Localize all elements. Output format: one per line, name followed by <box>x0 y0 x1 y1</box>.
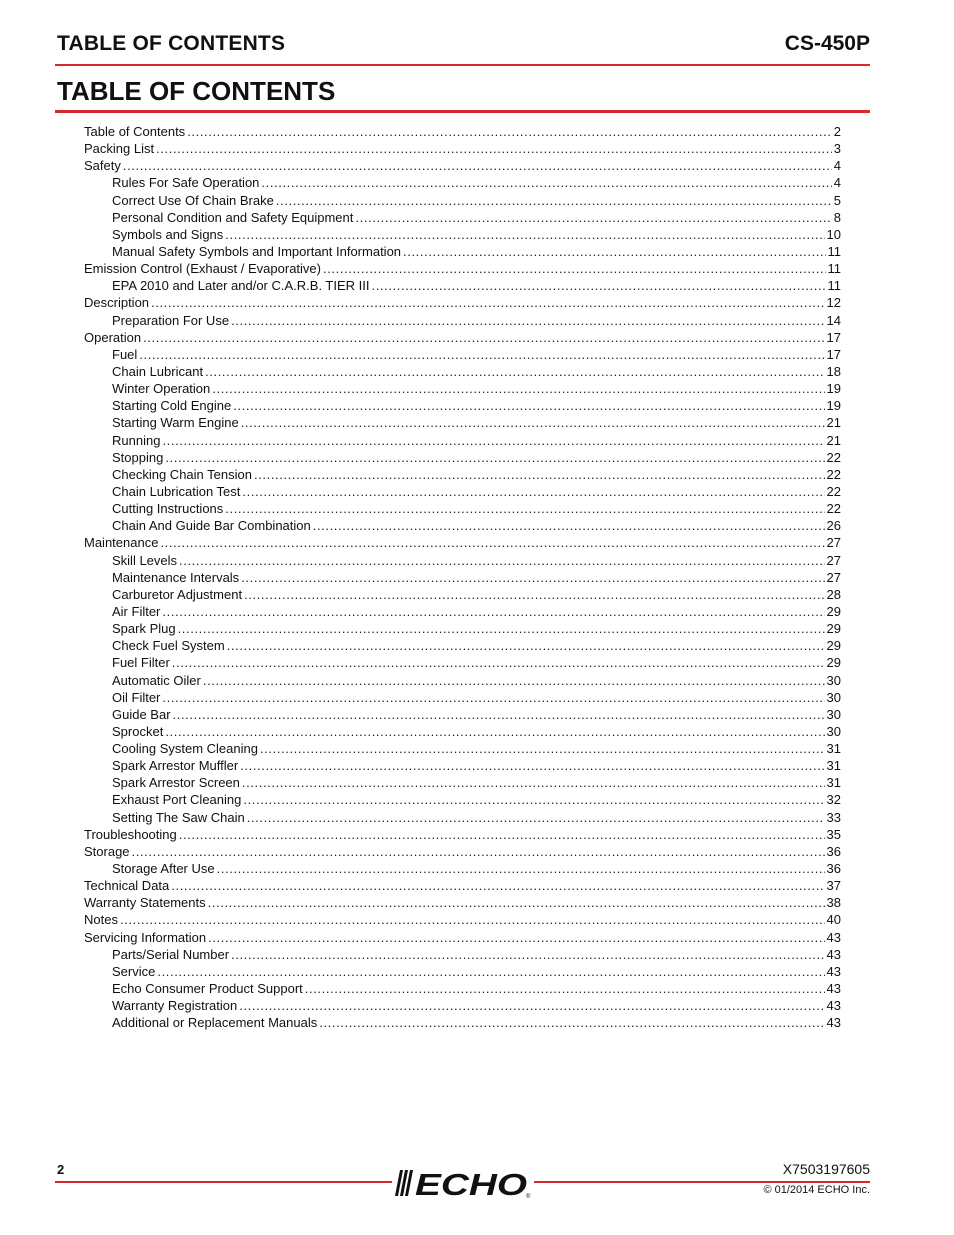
toc-entry[interactable] <box>84 466 841 483</box>
toc-entry[interactable] <box>84 689 841 706</box>
toc-entry-page: 14 <box>826 312 841 328</box>
toc-entry-page: 30 <box>826 689 841 705</box>
dot-leader <box>231 946 824 963</box>
toc-entry[interactable] <box>84 483 841 500</box>
toc-entry-title: EPA 2010 and Later and/or C.A.R.B. TIER III <box>112 278 370 294</box>
toc-entry[interactable] <box>84 637 841 654</box>
toc-entry[interactable] <box>84 414 841 431</box>
toc-entry[interactable] <box>84 1014 841 1031</box>
dot-leader <box>231 312 824 329</box>
toc-entry-title: Cutting Instructions <box>112 501 224 517</box>
dot-leader <box>162 432 824 449</box>
title-divider <box>55 110 870 113</box>
toc-entry-page: 38 <box>826 895 841 911</box>
toc-entry-page: 43 <box>826 1015 841 1031</box>
toc-entry-title: Safety <box>84 158 121 174</box>
toc-entry[interactable] <box>84 672 841 689</box>
toc-entry-title: Fuel Filter <box>112 655 170 671</box>
dot-leader <box>173 706 825 723</box>
toc-entry[interactable] <box>84 569 841 586</box>
toc-entry-page: 11 <box>827 243 841 259</box>
dot-leader <box>179 552 825 569</box>
toc-entry-title: Check Fuel System <box>112 638 225 654</box>
toc-entry[interactable] <box>84 534 841 551</box>
dot-leader <box>172 654 825 671</box>
toc-entry[interactable] <box>84 243 841 260</box>
toc-entry[interactable] <box>84 329 841 346</box>
dot-leader <box>212 380 824 397</box>
dot-leader <box>156 140 832 157</box>
dot-leader <box>157 963 824 980</box>
toc-entry-title: Setting The Saw Chain <box>112 809 245 825</box>
toc-entry[interactable] <box>84 449 841 466</box>
toc-entry-title: Emission Control (Exhaust / Evaporative) <box>84 261 321 277</box>
toc-entry[interactable] <box>84 654 841 671</box>
toc-entry[interactable] <box>84 432 841 449</box>
toc-entry-page: 26 <box>826 518 841 534</box>
dot-leader <box>162 689 824 706</box>
toc-entry[interactable] <box>84 791 841 808</box>
toc-entry-title: Technical Data <box>84 878 170 894</box>
dot-leader <box>160 534 824 551</box>
toc-entry-page: 35 <box>826 826 841 842</box>
toc-entry[interactable] <box>84 260 841 277</box>
toc-entry-title: Chain And Guide Bar Combination <box>112 518 311 534</box>
toc-entry-title: Description <box>84 295 150 311</box>
dot-leader <box>254 466 825 483</box>
toc-entry-title: Personal Condition and Safety Equipment <box>112 209 354 225</box>
toc-entry-title: Symbols and Signs <box>112 226 224 242</box>
dot-leader <box>187 123 832 140</box>
dot-leader <box>242 774 825 791</box>
toc-entry-page: 12 <box>826 295 841 311</box>
toc-entry-page: 18 <box>826 363 841 379</box>
toc-entry-title: Spark Arrestor Muffler <box>112 758 239 774</box>
toc-entry-page: 27 <box>826 535 841 551</box>
dot-leader <box>162 603 824 620</box>
dot-leader <box>132 843 825 860</box>
toc-entry[interactable] <box>84 586 841 603</box>
toc-entry-title: Service <box>112 963 156 979</box>
toc-entry-page: 31 <box>826 741 841 757</box>
toc-entry-page: 30 <box>826 706 841 722</box>
toc-entry[interactable] <box>84 123 841 140</box>
dot-leader <box>139 346 824 363</box>
dot-leader <box>313 517 825 534</box>
toc-entry-page: 10 <box>826 226 841 242</box>
toc-entry-title: Storage <box>84 843 130 859</box>
dot-leader <box>225 226 824 243</box>
toc-entry-page: 43 <box>826 946 841 962</box>
toc-entry-title: Carburetor Adjustment <box>112 586 243 602</box>
toc-entry[interactable] <box>84 980 841 997</box>
dot-leader <box>305 980 825 997</box>
copyright-notice: © 01/2014 ECHO Inc. <box>763 1184 870 1196</box>
toc-entry-page: 43 <box>826 981 841 997</box>
toc-entry-title: Sprocket <box>112 723 164 739</box>
dot-leader <box>261 174 831 191</box>
toc-entry-page: 4 <box>833 175 841 191</box>
page-title: TABLE OF CONTENTS <box>57 76 336 106</box>
toc-entry-page: 31 <box>826 775 841 791</box>
toc-entry-page: 29 <box>826 621 841 637</box>
document-number: X7503197605 <box>782 1161 870 1177</box>
dot-leader <box>239 997 824 1014</box>
toc-entry-page: 3 <box>833 141 841 157</box>
toc-entry[interactable] <box>84 277 841 294</box>
toc-entry-page: 11 <box>827 278 841 294</box>
toc-entry-page: 29 <box>826 638 841 654</box>
dot-leader <box>403 243 825 260</box>
toc-entry[interactable] <box>84 843 841 860</box>
header-left-title: TABLE OF CONTENTS <box>57 32 286 55</box>
toc-entry-title: Oil Filter <box>112 689 161 705</box>
dot-leader <box>355 209 831 226</box>
dot-leader <box>260 740 825 757</box>
toc-entry[interactable] <box>84 877 841 894</box>
toc-entry-page: 21 <box>826 415 841 431</box>
toc-entry-title: Echo Consumer Product Support <box>112 981 303 997</box>
toc-entry[interactable] <box>84 894 841 911</box>
toc-entry-title: Chain Lubrication Test <box>112 483 241 499</box>
toc-entry-title: Starting Cold Engine <box>112 398 232 414</box>
toc-list <box>84 123 841 1031</box>
toc-entry[interactable] <box>84 809 841 826</box>
toc-entry-title: Exhaust Port Cleaning <box>112 792 242 808</box>
toc-entry-title: Stopping <box>112 449 164 465</box>
toc-entry[interactable] <box>84 603 841 620</box>
toc-entry-title: Storage After Use <box>112 861 215 877</box>
toc-entry[interactable] <box>84 860 841 877</box>
toc-entry[interactable] <box>84 500 841 517</box>
dot-leader <box>242 483 824 500</box>
toc-entry-page: 21 <box>826 432 841 448</box>
toc-entry-title: Correct Use Of Chain Brake <box>112 192 274 208</box>
dot-leader <box>179 826 825 843</box>
toc-entry[interactable] <box>84 226 841 243</box>
toc-entry-page: 37 <box>826 878 841 894</box>
toc-entry-page: 32 <box>826 792 841 808</box>
toc-entry-page: 17 <box>826 329 841 345</box>
dot-leader <box>203 672 825 689</box>
toc-entry-title: Notes <box>84 912 118 928</box>
toc-entry-page: 40 <box>826 912 841 928</box>
toc-entry-page: 33 <box>826 809 841 825</box>
toc-entry-page: 43 <box>826 929 841 945</box>
toc-entry-title: Preparation For Use <box>112 312 230 328</box>
header-model-number: CS-450P <box>784 32 870 55</box>
toc-entry-title: Servicing Information <box>84 929 207 945</box>
toc-entry-title: Maintenance <box>84 535 159 551</box>
toc-entry-page: 36 <box>826 861 841 877</box>
toc-entry[interactable] <box>84 312 841 329</box>
dot-leader <box>165 723 824 740</box>
toc-entry[interactable] <box>84 997 841 1014</box>
toc-entry-title: Packing List <box>84 141 155 157</box>
toc-entry[interactable] <box>84 963 841 980</box>
toc-entry-title: Starting Warm Engine <box>112 415 239 431</box>
toc-entry-title: Cooling System Cleaning <box>112 741 258 757</box>
toc-entry[interactable] <box>84 380 841 397</box>
dot-leader <box>244 586 824 603</box>
toc-entry[interactable] <box>84 774 841 791</box>
toc-entry[interactable] <box>84 363 841 380</box>
toc-entry-title: Table of Contents <box>84 124 186 139</box>
toc-entry-title: Running <box>112 432 161 448</box>
toc-entry-page: 27 <box>826 552 841 568</box>
toc-entry[interactable] <box>84 552 841 569</box>
toc-entry[interactable] <box>84 209 841 226</box>
footer-divider-right <box>534 1181 870 1183</box>
toc-entry-title: Automatic Oiler <box>112 672 201 688</box>
toc-entry[interactable] <box>84 294 841 311</box>
toc-entry-title: Spark Arrestor Screen <box>112 775 240 791</box>
toc-entry[interactable] <box>84 140 841 157</box>
dot-leader <box>241 569 824 586</box>
toc-entry-page: 22 <box>826 501 841 517</box>
toc-entry-title: Spark Plug <box>112 621 176 637</box>
dot-leader <box>171 877 824 894</box>
dot-leader <box>241 414 825 431</box>
toc-entry-page: 19 <box>826 398 841 414</box>
toc-entry-page: 22 <box>826 449 841 465</box>
toc-entry-title: Winter Operation <box>112 381 211 397</box>
toc-entry-page: 2 <box>833 124 841 139</box>
toc-entry[interactable] <box>84 911 841 928</box>
toc-entry-title: Guide Bar <box>112 706 171 722</box>
toc-entry-title: Checking Chain Tension <box>112 466 252 482</box>
toc-entry-page: 17 <box>826 346 841 362</box>
toc-entry-title: Chain Lubricant <box>112 363 204 379</box>
toc-entry-title: Additional or Replacement Manuals <box>112 1015 318 1031</box>
toc-entry-title: Skill Levels <box>112 552 178 568</box>
toc-entry[interactable] <box>84 826 841 843</box>
dot-leader <box>120 911 825 928</box>
toc-entry-title: Rules For Safe Operation <box>112 175 260 191</box>
dot-leader <box>233 397 824 414</box>
toc-entry-page: 11 <box>827 261 841 277</box>
dot-leader <box>247 809 825 826</box>
toc-entry[interactable] <box>84 706 841 723</box>
toc-entry-page: 29 <box>826 655 841 671</box>
toc-entry-title: Warranty Statements <box>84 895 206 911</box>
toc-entry-title: Operation <box>84 329 142 345</box>
dot-leader <box>208 894 825 911</box>
toc-entry-title: Warranty Registration <box>112 998 238 1014</box>
toc-entry[interactable] <box>84 740 841 757</box>
toc-entry-page: 31 <box>826 758 841 774</box>
header-divider <box>55 64 870 66</box>
footer-divider-left <box>55 1181 392 1183</box>
toc-entry-page: 43 <box>826 963 841 979</box>
echo-logo <box>394 1166 534 1200</box>
dot-leader <box>178 620 825 637</box>
toc-entry[interactable] <box>84 929 841 946</box>
toc-entry-page: 29 <box>826 603 841 619</box>
dot-leader <box>372 277 826 294</box>
toc-entry-title: Fuel <box>112 346 138 362</box>
toc-entry-page: 43 <box>826 998 841 1014</box>
dot-leader <box>123 157 832 174</box>
dot-leader <box>205 363 824 380</box>
toc-entry[interactable] <box>84 620 841 637</box>
toc-entry-page: 27 <box>826 569 841 585</box>
dot-leader <box>323 260 826 277</box>
toc-entry-page: 5 <box>833 192 841 208</box>
dot-leader <box>225 500 824 517</box>
dot-leader <box>165 449 824 466</box>
toc-entry[interactable] <box>84 157 841 174</box>
toc-entry-page: 30 <box>826 723 841 739</box>
toc-entry-title: Manual Safety Symbols and Important Information <box>112 243 402 259</box>
toc-entry[interactable] <box>84 174 841 191</box>
dot-leader <box>208 929 824 946</box>
svg-text:®: ® <box>526 1194 531 1200</box>
toc-entry[interactable] <box>84 192 841 209</box>
toc-entry-page: 22 <box>826 483 841 499</box>
toc-entry-title: Parts/Serial Number <box>112 946 230 962</box>
toc-entry-page: 8 <box>833 209 841 225</box>
toc-entry-page: 22 <box>826 466 841 482</box>
dot-leader <box>319 1014 824 1031</box>
toc-entry-page: 4 <box>833 158 841 174</box>
svg-text:ECHO: ECHO <box>415 1167 527 1200</box>
toc-entry-page: 30 <box>826 672 841 688</box>
toc-entry[interactable] <box>84 397 841 414</box>
dot-leader <box>143 329 824 346</box>
page-number: 2 <box>57 1162 65 1177</box>
toc-entry[interactable] <box>84 946 841 963</box>
toc-entry[interactable] <box>84 723 841 740</box>
dot-leader <box>243 791 824 808</box>
toc-entry[interactable] <box>84 757 841 774</box>
toc-entry-page: 19 <box>826 381 841 397</box>
toc-entry-title: Troubleshooting <box>84 826 177 842</box>
toc-entry-title: Air Filter <box>112 603 161 619</box>
toc-entry[interactable] <box>84 346 841 363</box>
toc-entry-page: 36 <box>826 843 841 859</box>
dot-leader <box>276 192 832 209</box>
dot-leader <box>217 860 825 877</box>
dot-leader <box>240 757 824 774</box>
dot-leader <box>227 637 825 654</box>
toc-entry-title: Maintenance Intervals <box>112 569 240 585</box>
toc-entry-page: 28 <box>826 586 841 602</box>
toc-entry[interactable] <box>84 517 841 534</box>
dot-leader <box>151 294 825 311</box>
